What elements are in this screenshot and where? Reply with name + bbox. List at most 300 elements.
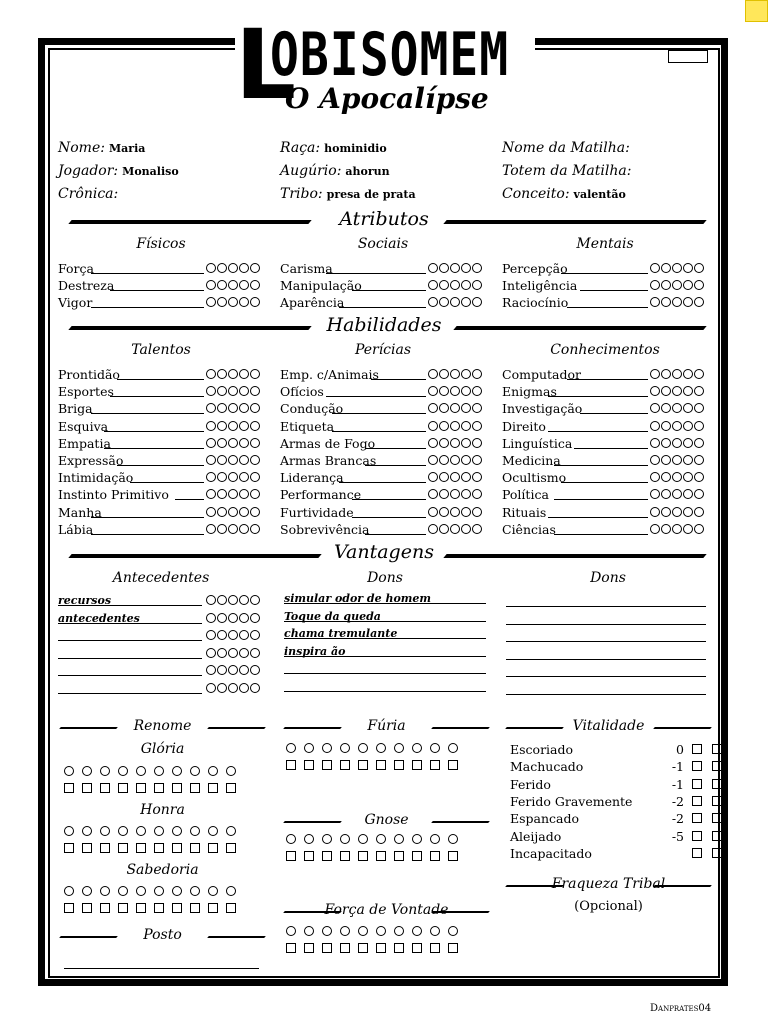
dot-circle[interactable] (461, 472, 471, 482)
info-conceito[interactable]: Conceito: valentão (502, 186, 626, 202)
dot-circle[interactable] (190, 766, 200, 776)
dot-circle[interactable] (650, 421, 660, 431)
dot-circle[interactable] (304, 834, 314, 844)
dot-circle[interactable] (136, 886, 146, 896)
dot-circle[interactable] (650, 386, 660, 396)
dot-circle[interactable] (694, 472, 704, 482)
dot-circle[interactable] (206, 665, 216, 675)
dot-circle[interactable] (461, 263, 471, 273)
check-square[interactable] (412, 943, 422, 953)
dot-circle[interactable] (461, 386, 471, 396)
dot-circle[interactable] (661, 524, 671, 534)
dot-circle[interactable] (694, 297, 704, 307)
dot-circle[interactable] (661, 369, 671, 379)
dot-circle[interactable] (228, 421, 238, 431)
check-square[interactable] (136, 903, 146, 913)
check-square[interactable] (226, 903, 236, 913)
check-square[interactable] (304, 760, 314, 770)
dot-circle[interactable] (217, 613, 227, 623)
dot-circle[interactable] (206, 297, 216, 307)
dot-circle[interactable] (286, 834, 296, 844)
dot-circle[interactable] (428, 297, 438, 307)
dot-circle[interactable] (661, 438, 671, 448)
dot-circle[interactable] (428, 280, 438, 290)
dot-circle[interactable] (208, 886, 218, 896)
check-square[interactable] (82, 843, 92, 853)
dot-circle[interactable] (430, 743, 440, 753)
dot-circle[interactable] (694, 507, 704, 517)
dot-circle[interactable] (472, 369, 482, 379)
dot-circle[interactable] (661, 489, 671, 499)
dot-circle[interactable] (172, 766, 182, 776)
dot-circle[interactable] (672, 263, 682, 273)
dot-circle[interactable] (82, 886, 92, 896)
dot-circle[interactable] (228, 613, 238, 623)
dot-circle[interactable] (217, 455, 227, 465)
dot-circle[interactable] (439, 507, 449, 517)
dot-circle[interactable] (250, 683, 260, 693)
dot-circle[interactable] (250, 489, 260, 499)
dot-circle[interactable] (428, 489, 438, 499)
dot-circle[interactable] (428, 455, 438, 465)
dot-circle[interactable] (217, 297, 227, 307)
dot-circle[interactable] (239, 613, 249, 623)
dom-blank-line[interactable] (506, 694, 706, 695)
check-square[interactable] (376, 851, 386, 861)
dot-circle[interactable] (206, 472, 216, 482)
dot-circle[interactable] (226, 766, 236, 776)
dot-circle[interactable] (154, 766, 164, 776)
dot-circle[interactable] (448, 834, 458, 844)
dot-circle[interactable] (217, 524, 227, 534)
dot-circle[interactable] (428, 438, 438, 448)
dot-circle[interactable] (650, 297, 660, 307)
check-square[interactable] (118, 783, 128, 793)
check-square[interactable] (692, 848, 702, 858)
check-square[interactable] (136, 843, 146, 853)
info-raca[interactable]: Raça: hominidio (280, 140, 387, 156)
check-square[interactable] (64, 783, 74, 793)
dot-circle[interactable] (217, 280, 227, 290)
check-square[interactable] (692, 831, 702, 841)
dot-circle[interactable] (461, 507, 471, 517)
dot-circle[interactable] (428, 403, 438, 413)
check-square[interactable] (358, 943, 368, 953)
info-augurio[interactable]: Augúrio: ahorun (280, 163, 390, 179)
posto-line[interactable] (64, 968, 259, 969)
dot-circle[interactable] (472, 455, 482, 465)
dot-circle[interactable] (239, 403, 249, 413)
check-square[interactable] (154, 903, 164, 913)
dot-circle[interactable] (340, 834, 350, 844)
dot-circle[interactable] (250, 472, 260, 482)
dot-circle[interactable] (472, 489, 482, 499)
dot-circle[interactable] (439, 369, 449, 379)
dom-blank-line[interactable] (506, 659, 706, 660)
check-square[interactable] (172, 903, 182, 913)
check-square[interactable] (82, 783, 92, 793)
dot-circle[interactable] (430, 834, 440, 844)
dot-circle[interactable] (206, 403, 216, 413)
dot-circle[interactable] (250, 507, 260, 517)
check-square[interactable] (304, 851, 314, 861)
dot-circle[interactable] (472, 403, 482, 413)
dot-circle[interactable] (428, 524, 438, 534)
dot-circle[interactable] (228, 263, 238, 273)
dot-circle[interactable] (439, 297, 449, 307)
dot-circle[interactable] (461, 455, 471, 465)
check-square[interactable] (118, 903, 128, 913)
check-square[interactable] (340, 943, 350, 953)
dot-circle[interactable] (206, 683, 216, 693)
dot-circle[interactable] (672, 421, 682, 431)
dot-circle[interactable] (694, 369, 704, 379)
dot-circle[interactable] (376, 743, 386, 753)
dot-circle[interactable] (206, 489, 216, 499)
check-square[interactable] (712, 848, 722, 858)
check-square[interactable] (82, 903, 92, 913)
dot-circle[interactable] (428, 369, 438, 379)
dot-circle[interactable] (206, 507, 216, 517)
dot-circle[interactable] (650, 369, 660, 379)
check-square[interactable] (286, 851, 296, 861)
dot-circle[interactable] (228, 683, 238, 693)
dot-circle[interactable] (683, 438, 693, 448)
check-square[interactable] (692, 813, 702, 823)
dot-circle[interactable] (208, 766, 218, 776)
dot-circle[interactable] (439, 524, 449, 534)
dot-circle[interactable] (650, 455, 660, 465)
dot-circle[interactable] (250, 263, 260, 273)
check-square[interactable] (100, 903, 110, 913)
dot-circle[interactable] (439, 489, 449, 499)
check-square[interactable] (430, 851, 440, 861)
info-totem[interactable]: Totem da Matilha: (502, 163, 632, 179)
dot-circle[interactable] (228, 648, 238, 658)
dot-circle[interactable] (672, 369, 682, 379)
dot-circle[interactable] (206, 524, 216, 534)
dot-circle[interactable] (450, 297, 460, 307)
dot-circle[interactable] (206, 280, 216, 290)
dot-circle[interactable] (340, 743, 350, 753)
dot-circle[interactable] (228, 472, 238, 482)
dot-circle[interactable] (206, 438, 216, 448)
dot-circle[interactable] (428, 263, 438, 273)
dot-circle[interactable] (683, 263, 693, 273)
sticky-note-icon[interactable] (745, 0, 768, 22)
antecedente-name[interactable]: antecedentes (58, 611, 140, 625)
dot-circle[interactable] (217, 369, 227, 379)
check-square[interactable] (448, 760, 458, 770)
dot-circle[interactable] (650, 472, 660, 482)
dot-circle[interactable] (412, 834, 422, 844)
check-square[interactable] (376, 943, 386, 953)
dot-circle[interactable] (472, 421, 482, 431)
dot-circle[interactable] (217, 507, 227, 517)
dot-circle[interactable] (461, 403, 471, 413)
dot-circle[interactable] (206, 595, 216, 605)
check-square[interactable] (154, 783, 164, 793)
info-jogador[interactable]: Jogador: Monaliso (58, 163, 179, 179)
dot-circle[interactable] (672, 280, 682, 290)
check-square[interactable] (154, 843, 164, 853)
dot-circle[interactable] (450, 524, 460, 534)
info-nome[interactable]: Nome: Maria (58, 140, 146, 156)
dot-circle[interactable] (683, 421, 693, 431)
dot-circle[interactable] (694, 421, 704, 431)
dot-circle[interactable] (683, 386, 693, 396)
dot-circle[interactable] (64, 826, 74, 836)
dot-circle[interactable] (461, 524, 471, 534)
dot-circle[interactable] (250, 280, 260, 290)
dot-circle[interactable] (239, 630, 249, 640)
dot-circle[interactable] (650, 507, 660, 517)
dot-circle[interactable] (358, 926, 368, 936)
dot-circle[interactable] (461, 421, 471, 431)
dot-circle[interactable] (64, 766, 74, 776)
dot-circle[interactable] (217, 630, 227, 640)
dot-circle[interactable] (461, 489, 471, 499)
dot-circle[interactable] (472, 472, 482, 482)
check-square[interactable] (692, 779, 702, 789)
dot-circle[interactable] (172, 886, 182, 896)
dot-circle[interactable] (683, 369, 693, 379)
dot-circle[interactable] (694, 386, 704, 396)
check-square[interactable] (692, 796, 702, 806)
dot-circle[interactable] (228, 489, 238, 499)
dot-circle[interactable] (650, 280, 660, 290)
dot-circle[interactable] (228, 297, 238, 307)
check-square[interactable] (376, 760, 386, 770)
check-square[interactable] (304, 943, 314, 953)
dot-circle[interactable] (118, 826, 128, 836)
dot-circle[interactable] (394, 834, 404, 844)
dot-circle[interactable] (661, 421, 671, 431)
dot-circle[interactable] (650, 524, 660, 534)
dot-circle[interactable] (450, 489, 460, 499)
dot-circle[interactable] (239, 595, 249, 605)
dot-circle[interactable] (661, 403, 671, 413)
check-square[interactable] (430, 943, 440, 953)
dot-circle[interactable] (100, 766, 110, 776)
check-square[interactable] (286, 943, 296, 953)
dot-circle[interactable] (394, 926, 404, 936)
check-square[interactable] (64, 843, 74, 853)
dot-circle[interactable] (226, 886, 236, 896)
dot-circle[interactable] (239, 665, 249, 675)
dot-circle[interactable] (154, 826, 164, 836)
dot-circle[interactable] (250, 421, 260, 431)
dot-circle[interactable] (661, 472, 671, 482)
dot-circle[interactable] (450, 369, 460, 379)
check-square[interactable] (712, 761, 722, 771)
dot-circle[interactable] (683, 455, 693, 465)
dot-circle[interactable] (217, 263, 227, 273)
check-square[interactable] (448, 943, 458, 953)
check-square[interactable] (692, 761, 702, 771)
check-square[interactable] (358, 851, 368, 861)
dot-circle[interactable] (250, 595, 260, 605)
dot-circle[interactable] (322, 926, 332, 936)
dom-blank-line[interactable] (506, 606, 706, 607)
dot-circle[interactable] (217, 665, 227, 675)
dot-circle[interactable] (239, 421, 249, 431)
dot-circle[interactable] (250, 369, 260, 379)
check-square[interactable] (190, 843, 200, 853)
dot-circle[interactable] (250, 438, 260, 448)
dot-circle[interactable] (694, 455, 704, 465)
check-square[interactable] (190, 903, 200, 913)
dot-circle[interactable] (439, 403, 449, 413)
check-square[interactable] (118, 843, 128, 853)
dot-circle[interactable] (206, 263, 216, 273)
dot-circle[interactable] (439, 386, 449, 396)
dot-circle[interactable] (472, 386, 482, 396)
dot-circle[interactable] (672, 438, 682, 448)
dot-circle[interactable] (239, 263, 249, 273)
dot-circle[interactable] (450, 403, 460, 413)
check-square[interactable] (448, 851, 458, 861)
dot-circle[interactable] (450, 438, 460, 448)
dot-circle[interactable] (228, 595, 238, 605)
dot-circle[interactable] (239, 438, 249, 448)
check-square[interactable] (286, 760, 296, 770)
dot-circle[interactable] (228, 455, 238, 465)
dom-name[interactable]: Toque da queda (284, 609, 381, 623)
dot-circle[interactable] (239, 369, 249, 379)
check-square[interactable] (712, 831, 722, 841)
dot-circle[interactable] (448, 926, 458, 936)
dot-circle[interactable] (322, 834, 332, 844)
dot-circle[interactable] (672, 489, 682, 499)
dot-circle[interactable] (250, 524, 260, 534)
dot-circle[interactable] (672, 455, 682, 465)
dot-circle[interactable] (250, 386, 260, 396)
dot-circle[interactable] (190, 886, 200, 896)
dot-circle[interactable] (304, 926, 314, 936)
dot-circle[interactable] (672, 472, 682, 482)
dot-circle[interactable] (650, 438, 660, 448)
dot-circle[interactable] (672, 524, 682, 534)
dot-circle[interactable] (228, 438, 238, 448)
check-square[interactable] (322, 760, 332, 770)
dot-circle[interactable] (228, 665, 238, 675)
dot-circle[interactable] (683, 280, 693, 290)
check-square[interactable] (208, 903, 218, 913)
dot-circle[interactable] (683, 297, 693, 307)
dot-circle[interactable] (472, 438, 482, 448)
dot-circle[interactable] (412, 926, 422, 936)
dot-circle[interactable] (286, 926, 296, 936)
dot-circle[interactable] (239, 455, 249, 465)
dot-circle[interactable] (439, 455, 449, 465)
dot-circle[interactable] (206, 455, 216, 465)
dot-circle[interactable] (661, 455, 671, 465)
dot-circle[interactable] (82, 766, 92, 776)
dot-circle[interactable] (228, 524, 238, 534)
dot-circle[interactable] (683, 403, 693, 413)
dot-circle[interactable] (228, 386, 238, 396)
dot-circle[interactable] (239, 683, 249, 693)
dot-circle[interactable] (208, 826, 218, 836)
check-square[interactable] (136, 783, 146, 793)
dot-circle[interactable] (672, 386, 682, 396)
dot-circle[interactable] (217, 403, 227, 413)
dot-circle[interactable] (304, 743, 314, 753)
dot-circle[interactable] (683, 507, 693, 517)
dot-circle[interactable] (439, 438, 449, 448)
dot-circle[interactable] (206, 648, 216, 658)
check-square[interactable] (226, 783, 236, 793)
check-square[interactable] (208, 783, 218, 793)
dot-circle[interactable] (250, 648, 260, 658)
dot-circle[interactable] (450, 263, 460, 273)
dot-circle[interactable] (239, 472, 249, 482)
dot-circle[interactable] (694, 263, 704, 273)
dot-circle[interactable] (428, 507, 438, 517)
dot-circle[interactable] (226, 826, 236, 836)
dot-circle[interactable] (239, 648, 249, 658)
dot-circle[interactable] (250, 403, 260, 413)
dot-circle[interactable] (217, 472, 227, 482)
dot-circle[interactable] (206, 369, 216, 379)
check-square[interactable] (340, 760, 350, 770)
check-square[interactable] (208, 843, 218, 853)
dot-circle[interactable] (250, 297, 260, 307)
dot-circle[interactable] (100, 826, 110, 836)
dot-circle[interactable] (694, 489, 704, 499)
dot-circle[interactable] (217, 386, 227, 396)
dom-name[interactable]: simular odor de homem (284, 592, 432, 605)
dot-circle[interactable] (461, 280, 471, 290)
dot-circle[interactable] (217, 489, 227, 499)
check-square[interactable] (172, 783, 182, 793)
dot-circle[interactable] (228, 369, 238, 379)
dot-circle[interactable] (439, 472, 449, 482)
dot-circle[interactable] (448, 743, 458, 753)
dot-circle[interactable] (228, 630, 238, 640)
dot-circle[interactable] (694, 524, 704, 534)
dot-circle[interactable] (439, 421, 449, 431)
dom-blank-line[interactable] (506, 624, 706, 625)
info-tribo[interactable]: Tribo: presa de prata (280, 186, 416, 202)
dot-circle[interactable] (228, 280, 238, 290)
dot-circle[interactable] (394, 743, 404, 753)
dot-circle[interactable] (672, 507, 682, 517)
dot-circle[interactable] (461, 438, 471, 448)
dot-circle[interactable] (239, 386, 249, 396)
dot-circle[interactable] (118, 886, 128, 896)
dot-circle[interactable] (661, 507, 671, 517)
dot-circle[interactable] (650, 263, 660, 273)
check-square[interactable] (712, 796, 722, 806)
check-square[interactable] (394, 851, 404, 861)
dot-circle[interactable] (472, 524, 482, 534)
check-square[interactable] (172, 843, 182, 853)
antecedente-name[interactable]: recursos (58, 594, 112, 607)
dot-circle[interactable] (472, 263, 482, 273)
check-square[interactable] (712, 813, 722, 823)
dot-circle[interactable] (228, 403, 238, 413)
dot-circle[interactable] (228, 507, 238, 517)
dot-circle[interactable] (683, 472, 693, 482)
dom-blank-line[interactable] (506, 676, 706, 677)
dot-circle[interactable] (694, 403, 704, 413)
dot-circle[interactable] (650, 403, 660, 413)
dot-circle[interactable] (661, 263, 671, 273)
dot-circle[interactable] (250, 665, 260, 675)
dot-circle[interactable] (472, 297, 482, 307)
